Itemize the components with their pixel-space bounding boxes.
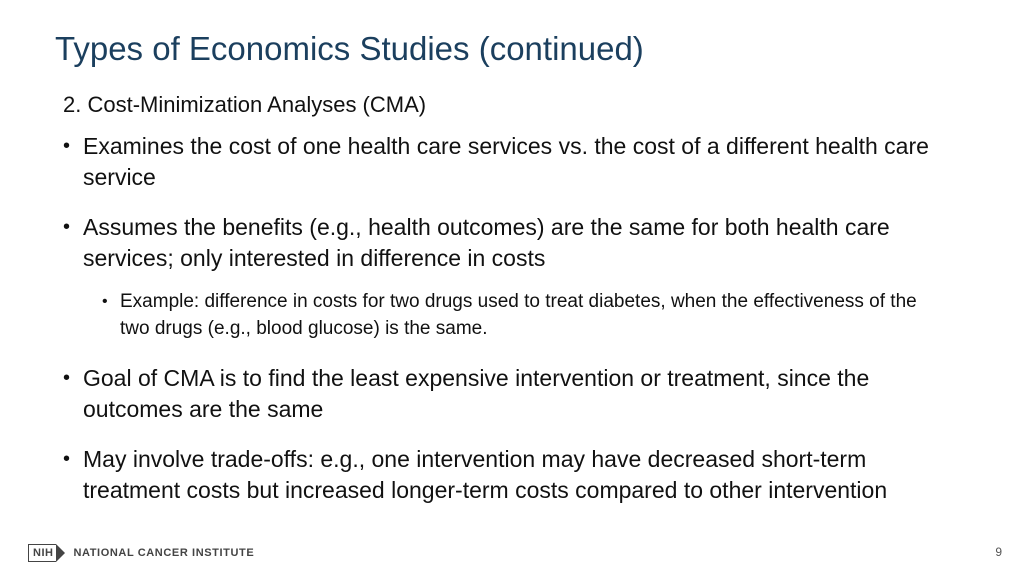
bullet-marker: • [63, 448, 71, 470]
nci-logo [28, 545, 254, 561]
bullet-text: Goal of CMA is to find the least expensive intervention or treatment, since the outcomes are the same [83, 365, 870, 422]
sub-bullet-text: Example: difference in costs for two drugs used to treat diabetes, when the effectiveness of the two drugs (e.g., blood glucose) is the same. [120, 291, 917, 339]
nih-logo-mark: NIH [28, 544, 56, 562]
nih-arrow-icon [56, 544, 65, 562]
bullet-marker: • [63, 216, 71, 238]
bullet-text: Assumes the benefits (e.g., health outcomes) are the same for both health care services; only interested in difference in costs [83, 214, 890, 271]
bullet-text: May involve trade-offs: e.g., one intervention may have decreased short-term treatment costs but increased longer-term costs compared to other intervention [83, 446, 888, 503]
bullet-text: Examines the cost of one health care services vs. the cost of a different health care service [83, 133, 929, 190]
section-heading: 2. Cost-Minimization Analyses (CMA) [63, 92, 427, 117]
page-number: 9 [995, 545, 1002, 559]
sub-bullet-marker: • [102, 293, 108, 310]
slide-title: Types of Economics Studies (continued) [55, 30, 644, 67]
organization-name: NATIONAL CANCER INSTITUTE [73, 547, 255, 559]
bullet-marker: • [63, 367, 71, 389]
bullet-marker: • [63, 135, 71, 157]
